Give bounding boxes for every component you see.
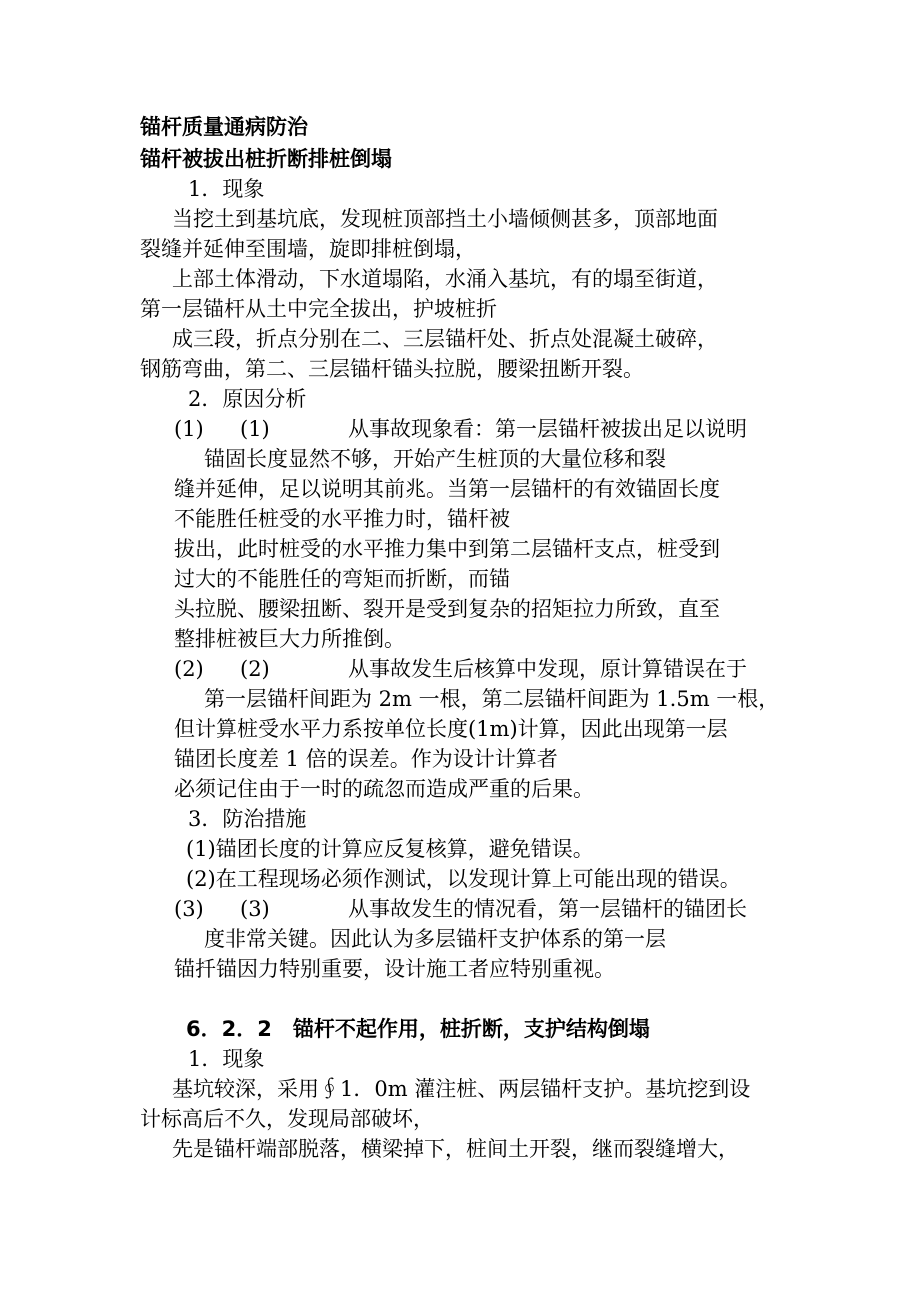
section-heading: 6．2．2 锚杆不起作用，桩折断，支护结构倒塌	[186, 1017, 650, 1041]
paragraph-line: 裂缝并延伸至围墙，旋即排桩倒塌，	[140, 237, 476, 261]
list-marker: (1)	[174, 417, 204, 441]
heading-phenomenon-2: 1．现象	[188, 1047, 265, 1071]
heading-prevention-measures: 3．防治措施	[188, 807, 307, 831]
paragraph-line: 从事故发生的情况看，第一层锚杆的锚团长	[348, 897, 747, 921]
paragraph-line: 先是锚杆端部脱落，横梁掉下，桩间土开裂，继而裂缝增大，	[172, 1137, 739, 1161]
list-marker: (3)	[240, 897, 270, 921]
paragraph-line: 从事故现象看：第一层锚杆被拔出足以说明	[348, 417, 747, 441]
paragraph-line: 拔出，此时桩受的水平推力集中到第二层锚杆支点，桩受到	[174, 537, 720, 561]
paragraph-line: 第一层锚杆从土中完全拔出，护坡桩折	[140, 297, 497, 321]
paragraph-line: 但计算桩受水平力系按单位长度(1m)计算，因此出现第一层	[174, 717, 728, 741]
paragraph-line: 第一层锚杆间距为 2m 一根，第二层锚杆间距为 1.5m 一根，	[204, 687, 780, 711]
paragraph-line: 锚团长度差 1 倍的误差。作为设计计算者	[174, 747, 558, 771]
heading-phenomenon: 1．现象	[188, 177, 265, 201]
list-item: (2)在工程现场必须作测试，以发现计算上可能出现的错误。	[186, 867, 741, 891]
paragraph-line: 必须记住由于一时的疏忽而造成严重的后果。	[174, 777, 594, 801]
list-marker: (3)	[174, 897, 204, 921]
paragraph-line: 锚扦锚因力特别重要，设计施工者应特别重视。	[174, 957, 615, 981]
paragraph-line: 成三段，折点分别在二、三层锚杆处、折点处混凝土破碎，	[172, 327, 718, 351]
paragraph-line: 计标高后不久，发现局部破坏，	[140, 1107, 434, 1131]
paragraph-line: 从事故发生后核算中发现，原计算错误在于	[348, 657, 747, 681]
paragraph-line: 不能胜任桩受的水平推力时，锚杆被	[174, 507, 510, 531]
paragraph-line: 缝并延伸，足以说明其前兆。当第一层锚杆的有效锚固长度	[174, 477, 720, 501]
paragraph-line: 度非常关键。因此认为多层锚杆支护体系的第一层	[204, 927, 666, 951]
list-item: (1)锚团长度的计算应反复核算，避免错误。	[186, 837, 594, 861]
paragraph-line: 整排桩被巨大力所推倒。	[174, 627, 405, 651]
list-marker: (2)	[174, 657, 204, 681]
paragraph-line: 过大的不能胜任的弯矩而折断，而锚	[174, 567, 510, 591]
list-marker: (1)	[240, 417, 270, 441]
heading-cause-analysis: 2．原因分析	[188, 387, 307, 411]
paragraph-line: 钢筋弯曲，第二、三层锚杆锚头拉脱，腰梁扭断开裂。	[140, 357, 644, 381]
paragraph-line: 锚固长度显然不够，开始产生桩顶的大量位移和裂	[204, 447, 666, 471]
paragraph-line: 当挖土到基坑底，发现桩顶部挡土小墙倾侧甚多，顶部地面	[172, 207, 718, 231]
paragraph-line: 基坑较深，采用∮1．0m 灌注桩、两层锚杆支护。基坑挖到设	[172, 1077, 751, 1101]
list-marker: (2)	[240, 657, 270, 681]
document-title: 锚杆质量通病防治	[140, 115, 308, 139]
section-title: 锚杆被拔出桩折断排桩倒塌	[140, 147, 392, 171]
paragraph-line: 上部土体滑动，下水道塌陷，水涌入基坑，有的塌至街道，	[172, 267, 718, 291]
paragraph-line: 头拉脱、腰梁扭断、裂开是受到复杂的招矩拉力所致，直至	[174, 597, 720, 621]
